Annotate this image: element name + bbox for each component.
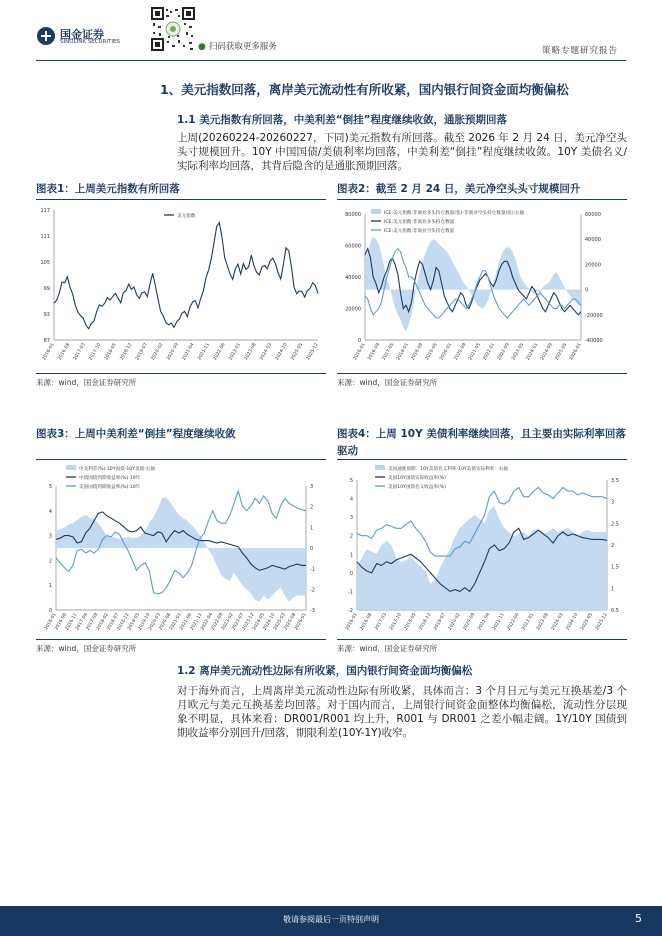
x-tick-label: 2021-04: [181, 342, 196, 362]
x-tick-label: 2017-03: [73, 342, 87, 362]
fig2-title: 图表2：截至 2 月 24 日，美元净空头头寸规模回升: [337, 183, 581, 195]
y-tick-label: 60000: [345, 243, 361, 250]
x-tick-label: 2017-05: [381, 342, 396, 362]
x-tick-label: 2024-10: [262, 612, 277, 632]
x-tick-label: 2025-08: [283, 612, 298, 632]
x-tick-label: 2021-06: [179, 612, 194, 632]
x-tick-label: 2023-05: [511, 342, 526, 362]
x-tick-label: 2020-02: [150, 342, 165, 362]
x-tick-label: 2019-07: [433, 612, 447, 632]
subsection-title-1: 1.1 美元指数有所回落，中美利差“倒挂”程度继续收敛，通胀预期回落: [177, 114, 508, 126]
y-right-tick-label: 0.5: [611, 608, 619, 614]
x-tick-label: 2025-12: [305, 342, 320, 362]
x-tick-label: 2016-08: [57, 342, 72, 362]
legend-label: ICE:美元指数:非商业多头持仓数量: [384, 220, 455, 225]
report-type: 策略专题研究报告: [541, 46, 618, 56]
x-tick-label: 2021-04: [477, 612, 492, 632]
x-tick-label: 2024-01: [525, 342, 540, 362]
y-tick-label: 2: [48, 558, 52, 565]
legend-swatch: [375, 465, 385, 470]
x-tick-label: 2019-07: [135, 342, 149, 362]
y-tick-label: 0: [357, 338, 361, 344]
fig2-bottom-line: [337, 373, 627, 374]
y-right-tick-label: 3.5: [611, 478, 619, 484]
x-tick-label: 2016-08: [359, 612, 374, 632]
legend-label: 美国国债到期收益率(%):10年: [79, 485, 141, 490]
logo-mark-icon: [36, 26, 56, 46]
y-tick-label: 87: [43, 338, 50, 344]
x-tick-label: 2016-11: [64, 612, 79, 632]
legend-swatch: [66, 465, 76, 470]
x-tick-label: 2018-01: [396, 342, 410, 362]
fig3-bottom-line: [36, 639, 326, 640]
x-tick-label: 2023-02: [221, 612, 235, 632]
x-tick-label: 2022-06: [212, 342, 227, 362]
x-tick-label: 2022-01: [482, 342, 497, 362]
y-right-tick-label: -20000: [585, 312, 603, 319]
x-tick-label: 2022-04: [200, 612, 214, 632]
y-tick-label: 111: [40, 234, 50, 240]
y-right-tick-label: 1: [310, 525, 314, 532]
fig1-title: 图表1：上周美元指数有所回落: [36, 183, 180, 195]
legend-label: 中债国债到期收益率(%):10年: [79, 476, 141, 481]
x-tick-label: 2021-11: [492, 612, 506, 632]
y-right-tick-label: 3: [310, 484, 314, 490]
x-tick-label: 2018-12: [418, 612, 433, 632]
y-tick-label: 20000: [345, 306, 361, 313]
y-tick-label: 40000: [345, 275, 361, 281]
x-tick-label: 2020-03: [148, 612, 162, 632]
y-right-tick-label: 0: [585, 287, 589, 294]
y-tick-label: 80000: [345, 212, 361, 218]
x-tick-label: 2024-10: [274, 342, 289, 362]
y-right-tick-label: 20000: [585, 262, 601, 269]
fig3-source: 来源：wind，国金证券研究所: [36, 644, 137, 653]
x-tick-label: 2016-09: [367, 342, 382, 362]
x-tick-label: 2020-08: [158, 612, 173, 632]
x-tick-label: 2021-05: [468, 342, 482, 362]
x-tick-label: 2016-06: [54, 612, 69, 632]
x-tick-label: 2023-01: [228, 342, 243, 362]
fig4-chart: [337, 460, 627, 635]
logo-name-cn: 国金证券: [60, 28, 104, 41]
y-tick-label: 0: [48, 608, 52, 614]
logo-name-en: SINOLINK SECURITIES: [60, 39, 120, 45]
y-tick-label: 105: [40, 260, 50, 266]
x-tick-label: 2020-02: [447, 612, 462, 632]
y-right-tick-label: 3: [611, 499, 615, 506]
x-tick-label: 2023-08: [243, 342, 258, 362]
legend-label: 美国10Y国债名义收益率(%): [388, 485, 446, 490]
y-right-tick-label: 40000: [585, 237, 601, 244]
x-tick-label: 2024-10: [565, 612, 580, 632]
y-right-tick-label: 0: [310, 546, 314, 552]
legend-label: ICE:美元指数:非商业多头持仓数量(张)-非商业空头持仓数量(张):右轴: [384, 211, 525, 216]
y-tick-label: 1: [349, 552, 353, 559]
legend-label: 美元指数: [177, 214, 196, 219]
y-right-tick-label: -40000: [585, 338, 603, 344]
x-tick-label: 2025-12: [594, 612, 609, 632]
fig1-source: 来源：wind，国金证券研究所: [36, 378, 137, 387]
y-right-tick-label: 2: [611, 543, 615, 549]
y-tick-label: 4: [349, 496, 353, 503]
x-tick-label: 2025-03: [273, 612, 287, 632]
section-title: 1、美元指数回落，离岸美元流动性有所收紧，国内银行间资金面均衡偏松: [160, 82, 569, 97]
x-tick-label: 2017-10: [389, 612, 403, 632]
y-tick-label: 93: [43, 312, 50, 318]
x-tick-label: 2021-11: [197, 342, 212, 362]
x-tick-label: 2026-01: [293, 612, 308, 632]
x-tick-label: 2020-09: [453, 342, 468, 362]
x-tick-label: 2018-02: [96, 612, 110, 632]
x-tick-label: 2019-10: [137, 612, 152, 632]
y-tick-label: 2: [349, 533, 353, 540]
x-tick-label: 2019-05: [424, 342, 439, 362]
company-logo: [36, 24, 136, 50]
fig2-chart: [337, 200, 627, 370]
fig4-source: 来源：wind，国金证券研究所: [337, 644, 438, 653]
x-tick-label: 2023-12: [241, 612, 256, 632]
x-tick-label: 2019-05: [127, 612, 142, 632]
series-line: [54, 223, 318, 329]
y-right-tick-label: 1.5: [611, 564, 619, 571]
x-tick-label: 2026-01: [568, 342, 583, 362]
x-tick-label: 2016-01: [352, 342, 367, 362]
x-tick-label: 2018-12: [116, 612, 131, 632]
x-tick-label: 2016-01: [43, 612, 58, 632]
series-area: [56, 497, 306, 601]
legend-label: 美国通胀预期：10Y美债名义利率-10Y美债实际利率：右轴: [388, 467, 509, 472]
fig1-chart: [36, 200, 326, 370]
y-tick-label: 0: [349, 570, 353, 577]
x-tick-label: 2024-09: [540, 342, 554, 362]
y-tick-label: -1: [348, 589, 353, 596]
paragraph-1: 上周(20260224-20260227，下同)美元指数有所回落。截至 2026 年 2 月 24 日，美元净空头头寸规模回升。10Y 中国国债/美债利率均回落，中美利差“倒挂”程度继续收敛。10Y 美债名义/实际利率均回落，其背后隐含的是通胀预期回落。: [177, 132, 627, 172]
series-area: [365, 237, 581, 332]
x-tick-label: 2016-01: [41, 342, 56, 362]
fig2-source: 来源：wind，国金证券研究所: [337, 378, 438, 387]
y-tick-label: 3: [48, 533, 52, 540]
y-right-tick-label: 2: [310, 504, 314, 511]
x-tick-label: 2023-01: [521, 612, 536, 632]
y-right-tick-label: 60000: [585, 212, 601, 218]
legend-swatch: [371, 209, 381, 214]
x-tick-label: 2017-10: [88, 342, 103, 362]
x-tick-label: 2024-03: [550, 612, 565, 632]
wechat-icon: ●: [198, 42, 206, 52]
x-tick-label: 2024-03: [259, 342, 274, 362]
x-tick-label: 2022-09: [210, 612, 225, 632]
qr-tip-text: 扫码获取更多服务: [208, 42, 277, 52]
x-tick-label: 2020-09: [166, 342, 180, 362]
y-tick-label: 5: [48, 484, 52, 490]
y-right-tick-label: 1: [611, 586, 615, 593]
y-tick-label: -2: [348, 608, 353, 614]
fig1-bottom-line: [36, 373, 326, 374]
qr-tip: [198, 40, 277, 52]
y-right-tick-label: 2.5: [611, 521, 619, 528]
y-tick-label: 1: [48, 583, 52, 590]
y-right-tick-label: -1: [310, 566, 315, 573]
x-tick-label: 2016-01: [344, 612, 359, 632]
x-tick-label: 2018-07: [106, 612, 121, 632]
x-tick-label: 2021-01: [168, 612, 183, 632]
x-tick-label: 2021-11: [189, 612, 204, 632]
fig4-bottom-line: [337, 639, 627, 640]
x-tick-label: 2017-03: [374, 612, 389, 632]
x-tick-label: 2023-07: [231, 612, 246, 632]
x-tick-label: 2025-05: [580, 612, 595, 632]
x-tick-label: 2017-04: [75, 612, 89, 632]
x-tick-label: 2022-06: [506, 612, 521, 632]
y-tick-label: 3: [349, 515, 353, 522]
subsection-title-2: 1.2 离岸美元流动性边际有所收紧，国内银行间资金面均衡偏松: [177, 665, 473, 677]
x-tick-label: 2018-05: [403, 612, 418, 632]
x-tick-label: 2020-01: [439, 342, 454, 362]
legend-label: ICE:美元指数:非商业空头持仓数量: [384, 229, 455, 234]
fig3-chart: [36, 460, 326, 635]
paragraph-2: 对于海外而言，上周离岸美元流动性边际有所收紧，具体而言：3 个月日元与美元互换基差/3 个月欧元与美元互换基差均回落。对于国内而言，上周银行间资金面整体均衡偏松，流动性分层现象不明显，具体来看：DR001/R001 均上升，R001 与 DR001 之差小幅走阔。1Y/10Y 国债到期收益率分别回升/回落，期限利差(10Y-1Y)收窄。: [177, 685, 627, 739]
legend-label: 中美利差(%):10Y国债-10Y美债:右轴: [79, 467, 155, 472]
footer-disclaimer[interactable]: 敬请参阅最后一页特别声明: [283, 915, 379, 924]
y-tick-label: 99: [43, 286, 50, 292]
x-tick-label: 2018-09: [410, 342, 425, 362]
x-tick-label: 2018-12: [119, 342, 134, 362]
y-right-tick-label: -3: [310, 608, 315, 614]
x-tick-label: 2022-09: [496, 342, 511, 362]
x-tick-label: 2025-05: [290, 342, 305, 362]
x-tick-label: 2025-05: [554, 342, 569, 362]
fig4-title: 图表4：上周 10Y 美债利率继续回落，且主要由实际利率回落驱动: [337, 428, 626, 457]
x-tick-label: 2017-09: [85, 612, 100, 632]
legend-label: 美国10Y国债实际收益率(%): [388, 476, 446, 481]
page-number: 5: [635, 912, 642, 925]
x-tick-label: 2024-05: [252, 612, 267, 632]
x-tick-label: 2018-05: [104, 342, 118, 362]
y-tick-label: 117: [40, 208, 50, 214]
x-tick-label: 2020-09: [462, 612, 477, 632]
y-tick-label: 5: [349, 478, 353, 484]
header-divider: [36, 60, 626, 61]
fig3-title: 图表3：上周中美利差“倒挂”程度继续收敛: [36, 428, 236, 440]
qr-code-icon[interactable]: [150, 6, 196, 52]
series-area: [357, 506, 607, 610]
x-tick-label: 2023-08: [536, 612, 550, 632]
y-right-tick-label: -2: [310, 587, 315, 594]
y-tick-label: 4: [48, 508, 52, 515]
